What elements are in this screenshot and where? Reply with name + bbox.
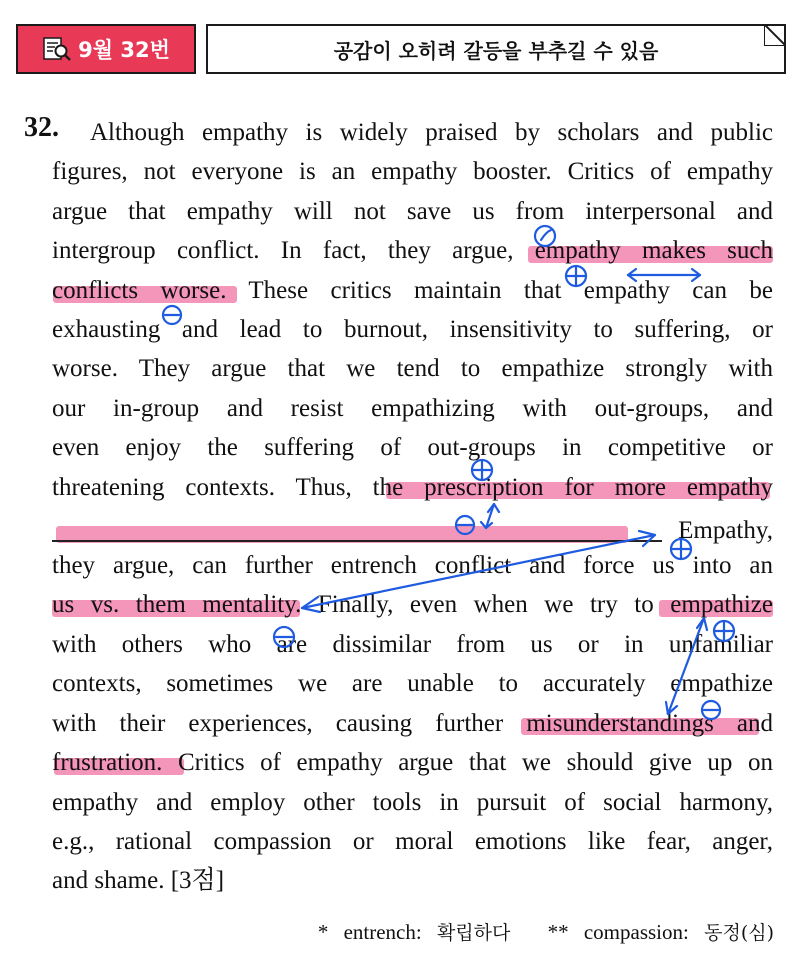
- question-badge: [16, 24, 196, 74]
- passage-line: with others who are dissimilar from us or in unfamiliar: [52, 631, 773, 658]
- topic-text: 공감이 오히려 갈등을 부추길 수 있음: [333, 38, 659, 63]
- answer-blank: [52, 540, 662, 542]
- footnote-meaning: 확립하다: [436, 922, 511, 944]
- passage-line: they argue, can further entrench conflict and force us into an: [52, 552, 773, 579]
- footnote-mark: **: [547, 920, 569, 944]
- passage-line: conflicts worse. These critics maintain that empathy can be: [52, 277, 773, 304]
- passage-line: e.g., rational compassion or moral emotions like fear, anger,: [52, 828, 773, 855]
- passage-line: contexts, sometimes we are unable to accurately empathize: [52, 670, 773, 697]
- passage-line: threatening contexts. Thus, the prescription for more empathy: [52, 474, 773, 501]
- magnifier-document-icon: [42, 36, 72, 62]
- blank-tail-word: Empathy,: [678, 517, 773, 544]
- topic-banner: [206, 24, 786, 74]
- footnote-2: [538, 920, 774, 944]
- footnotes: [298, 918, 774, 945]
- footnote-term: compassion:: [583, 920, 689, 944]
- footnote-1: [308, 920, 516, 944]
- folded-corner-icon: [764, 24, 786, 46]
- passage-line: even enjoy the suffering of out-groups in competitive or: [52, 434, 773, 461]
- passage-line: argue that empathy will not save us from interpersonal and: [52, 198, 773, 225]
- passage-line: intergroup conflict. In fact, they argue, empathy makes such: [52, 237, 773, 264]
- answer-blank-line: [52, 512, 773, 550]
- passage-line: Although empathy is widely praised by scholars and public: [90, 119, 773, 146]
- passage-line: with their experiences, causing further misunderstandings and: [52, 710, 773, 737]
- passage-line: figures, not everyone is an empathy booster. Critics of empathy: [52, 158, 773, 185]
- passage-line: empathy and employ other tools in pursuit of social harmony,: [52, 789, 773, 816]
- passage-line: frustration. Critics of empathy argue that we should give up on: [52, 749, 773, 776]
- passage-line: exhausting and lead to burnout, insensitivity to suffering, or: [52, 316, 773, 343]
- passage-line: our in-group and resist empathizing with out-groups, and: [52, 395, 773, 422]
- question-number: 32.: [24, 112, 59, 143]
- passage-line: and shame. [3점]: [52, 867, 225, 894]
- footnote-meaning: 동정(심): [704, 922, 774, 944]
- footnote-mark: *: [317, 920, 329, 944]
- passage-line: us vs. them mentality. Finally, even when we try to empathize: [52, 591, 773, 618]
- footnote-term: entrench:: [343, 920, 422, 944]
- badge-label: 9월 32번: [78, 38, 170, 62]
- passage-line: worse. They argue that we tend to empathize strongly with: [52, 355, 773, 382]
